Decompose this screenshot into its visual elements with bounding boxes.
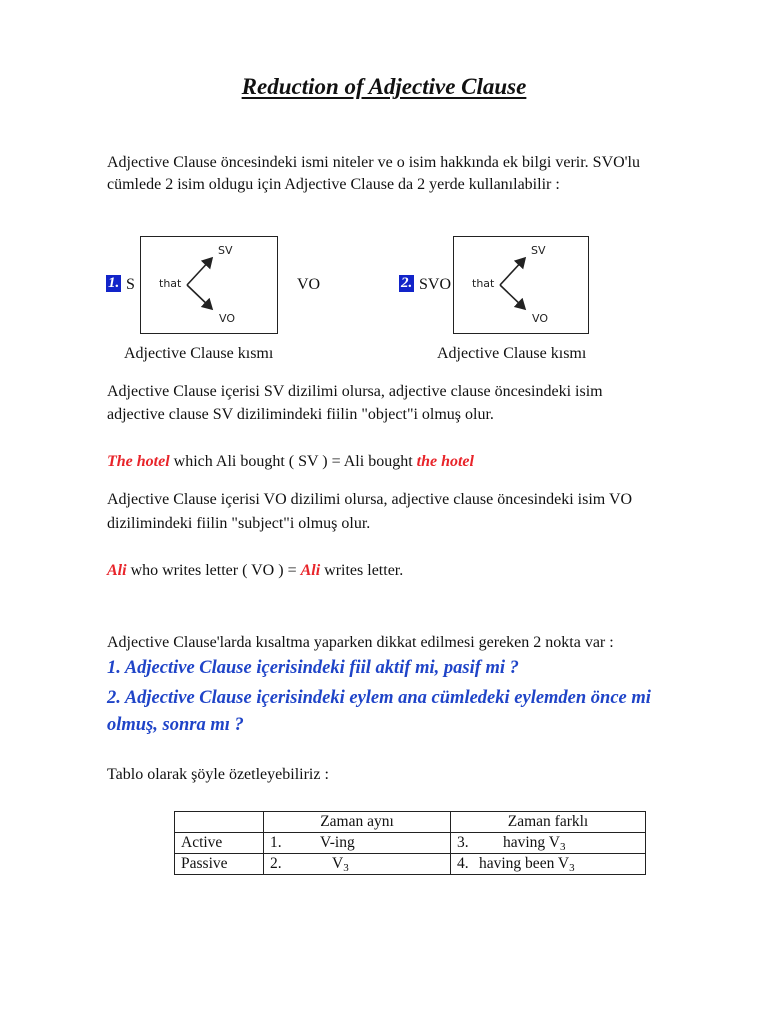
- diagram-1-box: [140, 236, 278, 334]
- diagram-1-badge: 1.: [108, 275, 120, 291]
- diagram-2-that: that: [472, 277, 495, 290]
- point-1: 1. Adjective Clause içerisindeki fiil aktif mi, pasif mi ?: [107, 658, 519, 678]
- cell-active-different: [451, 833, 646, 854]
- diagram-2-caption: Adjective Clause kısmı: [437, 345, 587, 362]
- cell-number: 3.: [457, 834, 469, 851]
- diagram-1-suffix: VO: [297, 276, 321, 293]
- table-intro: Tablo olarak şöyle özetleyebiliriz :: [107, 766, 329, 783]
- diagram-2-vo: VO: [532, 312, 548, 325]
- diagram-1-badge-row: [106, 274, 121, 292]
- page-title: Reduction of Adjective Clause: [241, 74, 527, 99]
- example-1: [107, 451, 474, 473]
- diagram-2-badge-row: [399, 274, 414, 292]
- sv-rule-line-2: adjective clause SV dizilimindeki fiilin "object"i olmuş olur.: [107, 406, 494, 423]
- cell-active-same: [264, 833, 451, 854]
- diagram-1-arrows: [141, 237, 277, 333]
- cell-subscript: 3: [343, 862, 349, 874]
- cell-value: V-ing: [320, 834, 355, 851]
- vo-rule-line-2: dizilimindeki fiilin "subject"i olmuş olur.: [107, 515, 371, 532]
- cell-value: having been V: [479, 855, 570, 872]
- sv-rule-paragraph: [107, 380, 707, 426]
- diagram-2-prefix: SVO: [419, 276, 452, 293]
- example-2: [107, 560, 403, 582]
- example-2-red-subject-2: Ali: [300, 562, 321, 579]
- table-header-empty: [175, 812, 264, 833]
- diagram-1-vo: VO: [219, 312, 235, 325]
- diagram-2-badge: 2.: [401, 275, 413, 291]
- cell-number: 4.: [457, 855, 469, 872]
- row-label-passive: Passive: [175, 854, 264, 875]
- example-1-red-subject: The hotel: [107, 453, 170, 470]
- diagram-1-prefix: S: [126, 276, 135, 293]
- table-row: [175, 833, 646, 854]
- cell-number: 2.: [270, 855, 282, 872]
- cell-value: V: [332, 855, 344, 872]
- diagram-2-arrows: [454, 237, 588, 333]
- table-header-row: [175, 812, 646, 833]
- sv-rule-line-1: Adjective Clause içerisi SV dizilimi olursa, adjective clause öncesindeki isim: [107, 383, 603, 400]
- example-1-middle: which Ali bought ( SV ) = Ali bought: [169, 453, 417, 470]
- cell-subscript: 3: [559, 841, 566, 853]
- cell-value: having V: [503, 834, 560, 851]
- example-2-red-subject: Ali: [107, 562, 127, 579]
- diagram-2-sv: SV: [531, 244, 546, 257]
- intro-line-1: Adjective Clause öncesindeki ismi niteler ve o isim hakkında ek bilgi verir. SVO'lu: [107, 154, 640, 171]
- table-header-different-time: Zaman farklı: [451, 812, 646, 833]
- diagram-2-box: [453, 236, 589, 334]
- point-2-line-2: olmuş, sonra mı ?: [107, 715, 244, 735]
- vo-rule-line-1: Adjective Clause içerisi VO dizilimi olursa, adjective clause öncesindeki isim VO: [107, 491, 633, 508]
- intro-line-2: cümlede 2 isim oldugu için Adjective Clause da 2 yerde kullanılabilir :: [107, 176, 560, 193]
- row-label-active: Active: [175, 833, 264, 854]
- diagram-1-that: that: [159, 277, 182, 290]
- cell-passive-different: [451, 854, 646, 875]
- diagram-1-caption: Adjective Clause kısmı: [124, 345, 274, 362]
- example-2-middle: who writes letter ( VO ) =: [126, 562, 301, 579]
- cell-subscript: 3: [569, 862, 575, 874]
- cell-number: 1.: [270, 834, 282, 851]
- cell-passive-same: [264, 854, 451, 875]
- table-row: [175, 854, 646, 875]
- table-header-same-time: Zaman aynı: [264, 812, 451, 833]
- point-2-line-1: 2. Adjective Clause içerisindeki eylem ana cümledeki eylemden önce mi: [107, 688, 651, 708]
- vo-rule-paragraph: [107, 488, 707, 536]
- intro-paragraph: [107, 152, 707, 196]
- example-1-red-object: the hotel: [416, 453, 474, 470]
- example-2-end: writes letter.: [320, 562, 404, 579]
- summary-table: [174, 811, 646, 875]
- points-intro: Adjective Clause'larda kısaltma yaparken dikkat edilmesi gereken 2 nokta var :: [107, 634, 614, 651]
- diagram-1-sv: SV: [218, 244, 233, 257]
